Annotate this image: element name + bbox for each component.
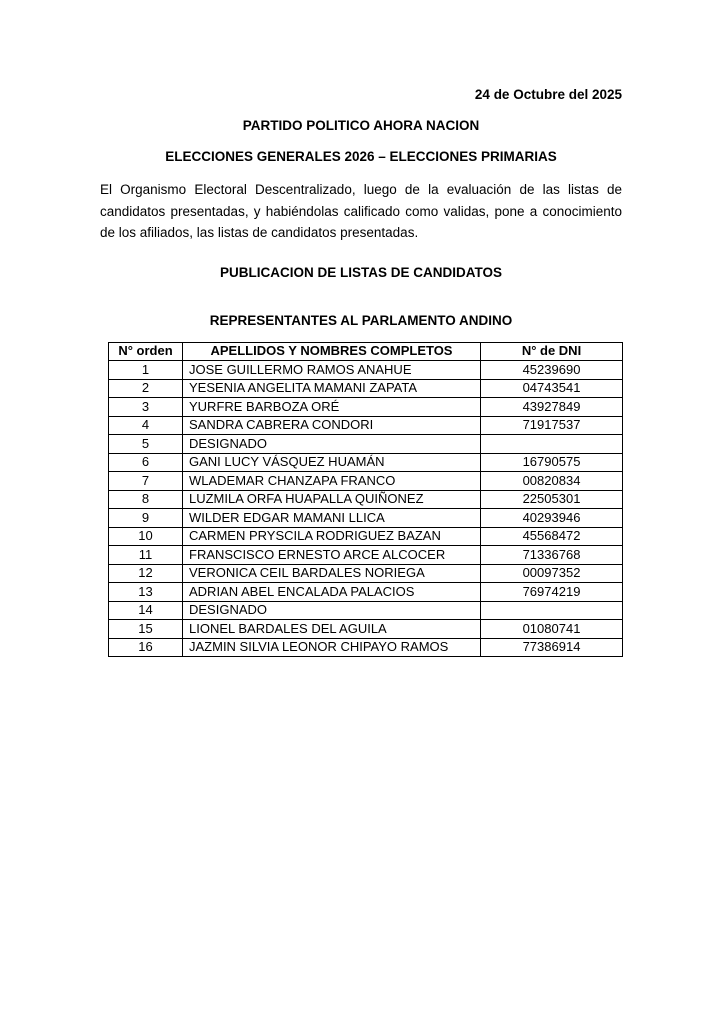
cell-dni: 01080741 [481, 620, 623, 639]
elections-title: ELECCIONES GENERALES 2026 – ELECCIONES PRIMARIAS [165, 149, 557, 164]
cell-dni: 77386914 [481, 638, 623, 657]
table-row [109, 453, 623, 472]
table-row [109, 601, 623, 620]
cell-dni [481, 435, 623, 454]
cell-orden: 7 [109, 472, 183, 491]
cell-nombre: CARMEN PRYSCILA RODRIGUEZ BAZAN [183, 527, 481, 546]
cell-orden: 9 [109, 509, 183, 528]
cell-orden: 13 [109, 583, 183, 602]
header-cell-nombre: APELLIDOS Y NOMBRES COMPLETOS [183, 342, 481, 361]
publication-title: PUBLICACION DE LISTAS DE CANDIDATOS [219, 264, 502, 280]
cell-nombre: DESIGNADO [183, 435, 481, 454]
table-row [109, 490, 623, 509]
cell-dni: 16790575 [481, 453, 623, 472]
cell-dni: 45239690 [481, 361, 623, 380]
candidates-table-body [109, 361, 623, 657]
cell-nombre: WILDER EDGAR MAMANI LLICA [183, 509, 481, 528]
header-row [109, 342, 623, 361]
cell-nombre: LIONEL BARDALES DEL AGUILA [183, 620, 481, 639]
cell-nombre: ADRIAN ABEL ENCALADA PALACIOS [183, 583, 481, 602]
cell-nombre: DESIGNADO [183, 601, 481, 620]
candidates-table [108, 342, 623, 658]
cell-nombre: YESENIA ANGELITA MAMANI ZAPATA [183, 379, 481, 398]
cell-dni: 45568472 [481, 527, 623, 546]
cell-dni: 00820834 [481, 472, 623, 491]
cell-orden: 1 [109, 361, 183, 380]
cell-dni: 71917537 [481, 416, 623, 435]
table-row [109, 583, 623, 602]
table-row [109, 620, 623, 639]
cell-nombre: YURFRE BARBOZA ORÉ [183, 398, 481, 417]
table-row [109, 361, 623, 380]
cell-dni: 43927849 [481, 398, 623, 417]
cell-dni [481, 601, 623, 620]
document-date: 24 de Octubre del 2025 [474, 87, 622, 102]
cell-dni: 00097352 [481, 564, 623, 583]
cell-nombre: FRANSCISCO ERNESTO ARCE ALCOCER [183, 546, 481, 565]
cell-orden: 3 [109, 398, 183, 417]
table-row [109, 472, 623, 491]
cell-orden: 15 [109, 620, 183, 639]
table-row [109, 527, 623, 546]
cell-orden: 16 [109, 638, 183, 657]
party-title: PARTIDO POLITICO AHORA NACION [242, 118, 480, 133]
table-row [109, 564, 623, 583]
cell-dni: 71336768 [481, 546, 623, 565]
cell-orden: 2 [109, 379, 183, 398]
table-row [109, 638, 623, 657]
table-row [109, 509, 623, 528]
table-row [109, 398, 623, 417]
cell-dni: 04743541 [481, 379, 623, 398]
cell-nombre: SANDRA CABRERA CONDORI [183, 416, 481, 435]
cell-orden: 5 [109, 435, 183, 454]
list-title: REPRESENTANTES AL PARLAMENTO ANDINO [209, 312, 513, 328]
cell-nombre: JOSE GUILLERMO RAMOS ANAHUE [183, 361, 481, 380]
header-cell-dni: N° de DNI [481, 342, 623, 361]
cell-nombre: WLADEMAR CHANZAPA FRANCO [183, 472, 481, 491]
cell-dni: 22505301 [481, 490, 623, 509]
cell-orden: 11 [109, 546, 183, 565]
cell-orden: 8 [109, 490, 183, 509]
header-cell-orden: N° orden [109, 342, 183, 361]
cell-nombre: LUZMILA ORFA HUAPALLA QUIÑONEZ [183, 490, 481, 509]
table-row [109, 416, 623, 435]
cell-nombre: GANI LUCY VÁSQUEZ HUAMÁN [183, 453, 481, 472]
table-row [109, 435, 623, 454]
cell-orden: 10 [109, 527, 183, 546]
candidates-table-header [109, 342, 623, 361]
table-row [109, 379, 623, 398]
cell-orden: 12 [109, 564, 183, 583]
cell-orden: 14 [109, 601, 183, 620]
cell-orden: 6 [109, 453, 183, 472]
intro-paragraph: El Organismo Electoral Descentralizado, luego de la evaluación de las listas de candidatos presentadas, y habiéndolas calificado como validas, pone a conocimiento de los afiliados, las listas de candidatos presentadas. [100, 182, 622, 240]
table-row [109, 546, 623, 565]
cell-dni: 40293946 [481, 509, 623, 528]
cell-nombre: VERONICA CEIL BARDALES NORIEGA [183, 564, 481, 583]
cell-orden: 4 [109, 416, 183, 435]
cell-dni: 76974219 [481, 583, 623, 602]
cell-nombre: JAZMIN SILVIA LEONOR CHIPAYO RAMOS [183, 638, 481, 657]
